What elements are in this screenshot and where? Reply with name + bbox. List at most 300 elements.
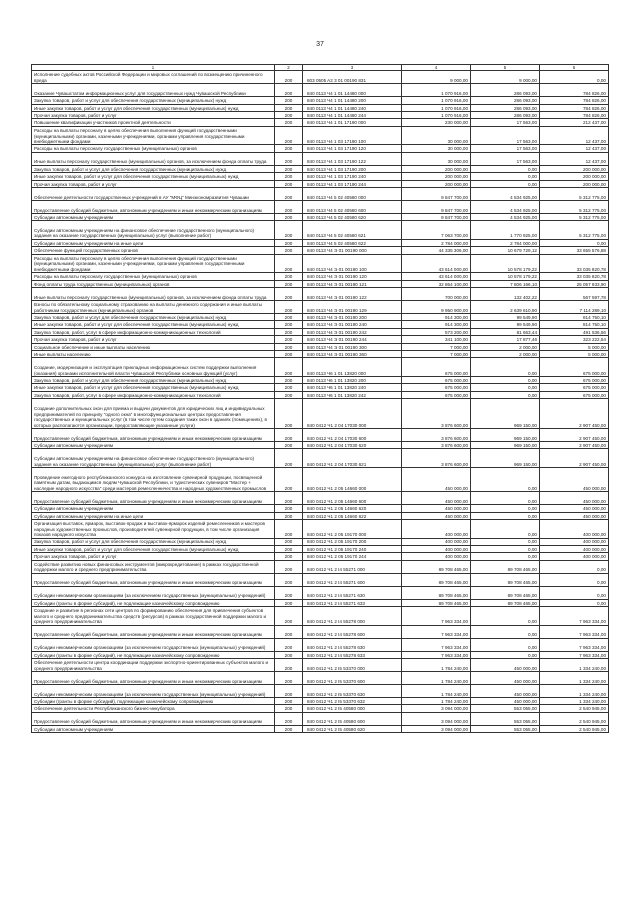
row-approved-amount: 9 847 700,00 [402,213,471,220]
row-approved-amount: 573 200,00 [402,328,471,335]
row-executed-amount: 2 784 000,00 [471,239,540,246]
row-executed-amount: 17 563,00 [471,145,540,152]
row-classification-code: 840 0412 Ч1 2 I4 55278 600 [303,625,402,638]
row-code: 200 [275,712,303,725]
row-classification-code: 840 0113 Ч4 1 01 14480 000 [303,84,402,97]
row-code: 200 [275,145,303,152]
row-approved-amount: 7 000,00 [402,351,471,358]
table-row [32,467,609,491]
row-approved-amount: 675 000,00 [402,358,471,377]
row-executed-amount: 81 663,44 [471,328,540,335]
row-unexecuted-amount: 5 312 775,00 [540,200,609,213]
row-classification-code: 840 0412 Ч1 2 05 19170 244 [303,553,402,560]
row-approved-amount: 1 070 916,00 [402,97,471,104]
row-executed-amount: 0,00 [471,505,540,512]
row-unexecuted-amount: 675 000,00 [540,384,609,391]
table-row [32,126,609,145]
row-approved-amount: 7 063 700,00 [402,221,471,240]
table-row [32,685,609,698]
table-row [32,111,609,118]
row-name: Предоставление субсидий бюджетным, автономным учреждениям и иным некоммерческим организациям [32,672,275,685]
row-approved-amount: 9 950 900,00 [402,301,471,314]
row-unexecuted-amount: 12 437,00 [540,145,609,152]
row-name: Предоставление субсидий бюджетным, автономным учреждениям и иным некоммерческим организациям [32,712,275,725]
row-approved-amount: 2 784 000,00 [402,239,471,246]
row-code: 200 [275,173,303,180]
row-classification-code: 840 0113 Ч4 Э 01 00190 000 [303,247,402,254]
row-executed-amount: 2 000,00 [471,343,540,350]
row-code: 200 [275,187,303,200]
row-code: 200 [275,705,303,712]
table-row [32,180,609,187]
row-name: Расходы на выплаты персоналу в целях обеспечения выполнения функций государственными (муниципальными) органами, казенными учреждениями, органами управления государственными внебюджетными фондами [32,126,275,145]
row-name: Расходы на выплаты персоналу государственных (муниципальных) органов [32,273,275,280]
row-name: Субсидии автономным учреждениям на иные цели [32,512,275,519]
row-code: 200 [275,625,303,638]
header-col-3: 3 [303,65,402,71]
row-name: Иные закупки товаров, работ и услуг для обеспечения государственных (муниципальных) нужд [32,104,275,111]
row-code: 200 [275,505,303,512]
row-unexecuted-amount: 0,00 [540,573,609,586]
row-approved-amount: 3 876 600,00 [402,441,471,448]
row-approved-amount: 1 070 916,00 [402,104,471,111]
row-approved-amount: 3 876 600,00 [402,399,471,429]
row-approved-amount: 200 000,00 [402,173,471,180]
table-row [32,428,609,441]
row-code: 200 [275,672,303,685]
table-row [32,672,609,685]
row-approved-amount: 3 094 000,00 [402,725,471,732]
row-name: Прочая закупка товаров, работ и услуг [32,553,275,560]
row-approved-amount: 400 000,00 [402,545,471,552]
row-approved-amount: 400 000,00 [402,519,471,538]
row-code: 200 [275,399,303,429]
row-approved-amount: 675 000,00 [402,384,471,391]
row-executed-amount: 2 639 610,90 [471,301,540,314]
row-classification-code: 840 0412 Ч1 2 I5 53370 632 [303,698,402,705]
row-classification-code: 840 0113 Ч4 Э 01 00190 120 [303,273,402,280]
row-name: Предоставление субсидий бюджетным, автономным учреждениям и иным некоммерческим организациям [32,200,275,213]
row-code: 200 [275,200,303,213]
row-classification-code: 840 0113 Ч4 1 03 17190 200 [303,165,402,172]
row-executed-amount: 99 549,90 [471,314,540,321]
row-approved-amount: 400 000,00 [402,538,471,545]
row-executed-amount: 286 093,00 [471,97,540,104]
row-unexecuted-amount: 25 057 933,90 [540,280,609,287]
table-row [32,358,609,377]
row-name: Субсидии автономным учреждениям [32,213,275,220]
row-classification-code: 840 0113 Ч4 5 02 40580 600 [303,200,402,213]
table-row [32,254,609,273]
row-executed-amount: 969 150,00 [471,441,540,448]
row-executed-amount: 0,00 [471,638,540,651]
row-name: Повышение квалификации участников проектной деятельности [32,119,275,126]
table-row [32,165,609,172]
table-row [32,336,609,343]
row-approved-amount: 43 614 000,00 [402,254,471,273]
row-executed-amount: 0,00 [471,553,540,560]
row-approved-amount: 89 708 465,00 [402,599,471,606]
row-unexecuted-amount: 1 334 240,00 [540,698,609,705]
table-row [32,607,609,626]
row-classification-code: 840 0412 Ч1 2 I5 53370 000 [303,659,402,672]
row-code: 200 [275,239,303,246]
row-name: Иные закупки товаров, работ и услуг для обеспечения государственных (муниципальных) нужд [32,173,275,180]
row-classification-code: 840 0113 Ч4 1 03 17190 100 [303,126,402,145]
row-code: 200 [275,280,303,287]
row-approved-amount: 230 000,00 [402,119,471,126]
row-executed-amount: 0,00 [471,384,540,391]
table-row [32,399,609,429]
row-code: 200 [275,351,303,358]
table-row [32,449,609,468]
row-unexecuted-amount: 2 907 450,00 [540,399,609,429]
row-approved-amount: 30 000,00 [402,145,471,152]
row-approved-amount: 44 335 306,00 [402,247,471,254]
row-name: Создание, модернизация и эксплуатация прикладных информационных систем поддержки выполнения (оказания) органами исполнительной власти Чувашской Республики основных функций (услуг) [32,358,275,377]
row-executed-amount: 450 000,00 [471,685,540,698]
table-row [32,239,609,246]
row-approved-amount: 450 000,00 [402,467,471,491]
row-classification-code: 840 0113 Ч4 1 03 17190 240 [303,173,402,180]
row-unexecuted-amount: 400 000,00 [540,553,609,560]
row-classification-code: 840 0412 Ч1 2 05 14660 622 [303,512,402,519]
row-unexecuted-amount: 0,00 [540,71,609,84]
table-row [32,173,609,180]
row-executed-amount: 132 402,22 [471,288,540,301]
row-unexecuted-amount: 2 907 450,00 [540,441,609,448]
row-code: 200 [275,428,303,441]
row-classification-code: 840 0412 Ч1 2 05 19170 000 [303,519,402,538]
row-name: Субсидии (гранты в форме субсидий), не подлежащие казначейскому сопровождению [32,599,275,606]
row-classification-code: 840 0113 Ч4 Э 01 00190 240 [303,321,402,328]
table-row [32,84,609,97]
row-executed-amount: 0,00 [471,376,540,383]
row-unexecuted-amount: 2 540 945,00 [540,725,609,732]
row-name: Субсидии некоммерческим организациям (за исключением государственных (муниципальных) учреждений) [32,638,275,651]
row-classification-code: 840 0113 Ч4 5 02 40580 000 [303,187,402,200]
row-classification-code: 803 0505 A2 3 01 00190 831 [303,71,402,84]
row-name: Обеспечение деятельности Республиканского бизнес-инкубатора [32,705,275,712]
row-unexecuted-amount: 450 000,00 [540,505,609,512]
row-code: 200 [275,104,303,111]
row-executed-amount: 969 150,00 [471,449,540,468]
table-row [32,638,609,651]
row-name: Иные закупки товаров, работ и услуг для обеспечения государственных (муниципальных) нужд [32,545,275,552]
row-unexecuted-amount: 200 000,00 [540,173,609,180]
table-row [32,705,609,712]
row-unexecuted-amount: 400 000,00 [540,545,609,552]
row-unexecuted-amount: 12 437,00 [540,126,609,145]
row-executed-amount: 17 563,00 [471,126,540,145]
row-approved-amount: 7 963 334,00 [402,638,471,651]
table-row [32,288,609,301]
row-unexecuted-amount: 33 035 820,78 [540,254,609,273]
row-classification-code: 840 0412 Ч1 2 I4 55271 600 [303,573,402,586]
row-code: 200 [275,165,303,172]
row-classification-code: 840 0113 Ч4 Э 01 00190 300 [303,343,402,350]
row-unexecuted-amount: 814 750,10 [540,321,609,328]
row-approved-amount: 700 000,00 [402,288,471,301]
table-row [32,512,609,519]
row-code: 200 [275,254,303,273]
row-executed-amount: 1 770 925,00 [471,221,540,240]
row-executed-amount: 4 534 925,00 [471,187,540,200]
row-unexecuted-amount: 5 312 775,00 [540,221,609,240]
row-code: 200 [275,111,303,118]
row-code: 200 [275,659,303,672]
table-row [32,659,609,672]
row-approved-amount: 30 000,00 [402,152,471,165]
row-name: Закупка товаров, работ, услуг в сфере информационно-коммуникационных технологий [32,391,275,398]
row-approved-amount: 3 094 000,00 [402,705,471,712]
row-classification-code: 840 0412 Ч1 2 I4 55271 630 [303,586,402,599]
row-code: 200 [275,519,303,538]
row-code: 200 [275,573,303,586]
row-unexecuted-amount: 814 750,10 [540,314,609,321]
row-classification-code: 840 0412 Ч1 2 04 17030 600 [303,428,402,441]
row-unexecuted-amount: 675 000,00 [540,358,609,377]
row-name: Предоставление субсидий бюджетным, автономным учреждениям и иным некоммерческим организациям [32,428,275,441]
row-executed-amount: 89 708 465,00 [471,573,540,586]
row-name: Субсидии автономным учреждениям [32,725,275,732]
row-executed-amount: 17 563,00 [471,152,540,165]
row-unexecuted-amount: 450 000,00 [540,492,609,505]
table-row [32,145,609,152]
row-code: 200 [275,384,303,391]
row-classification-code: 840 0412 Ч1 2 05 14660 620 [303,505,402,512]
table-row [32,104,609,111]
table-row [32,391,609,398]
row-unexecuted-amount: 5 312 775,00 [540,213,609,220]
row-unexecuted-amount: 0,00 [540,599,609,606]
header-col-5: 5 [471,65,540,71]
row-name: Предоставление субсидий бюджетным, автономным учреждениям и иным некоммерческим организациям [32,492,275,505]
row-approved-amount: 914 300,00 [402,321,471,328]
table-row [32,698,609,705]
row-classification-code: 840 0412 Ч1 2 I5 40580 000 [303,705,402,712]
row-classification-code: 840 0113 Ч4 Э 01 00190 200 [303,314,402,321]
row-classification-code: 840 0412 Ч1 2 05 19170 240 [303,545,402,552]
table-row [32,200,609,213]
row-name: Закупка товаров, работ и услуг для обеспечения государственных (муниципальных) нужд [32,165,275,172]
row-unexecuted-amount: 491 536,56 [540,328,609,335]
row-approved-amount: 200 000,00 [402,165,471,172]
row-unexecuted-amount: 7 963 334,00 [540,638,609,651]
table-row [32,599,609,606]
row-name: Иные выплаты персоналу государственных (муниципальных) органов, за исключением фонда оплаты труда [32,288,275,301]
row-unexecuted-amount: 450 000,00 [540,467,609,491]
row-name: Иные выплаты персоналу государственных (муниципальных) органов, за исключением фонда оплаты труда [32,152,275,165]
row-approved-amount: 7 963 334,00 [402,607,471,626]
row-classification-code: 840 0412 Ч1 2 05 14660 600 [303,492,402,505]
row-code: 200 [275,698,303,705]
row-classification-code: 840 0412 Ч1 2 I5 53370 630 [303,685,402,698]
row-name: Создание дополнительных окон для приема и выдачи документов для юридических лиц и индивидуальных предпринимателей по принципу "одного окна" в многофункциональных центрах предоставления государственных и муниципальных услуг (в том числе путем создания таких окон в зданиях (помещениях), в которых располагаются организации, предоставляющие указанные услуги) [32,399,275,429]
row-executed-amount: 553 055,00 [471,712,540,725]
header-col-2: 2 [275,65,303,71]
row-classification-code: 840 0113 Ч4 Э 01 00190 360 [303,351,402,358]
row-executed-amount: 89 708 465,00 [471,560,540,573]
row-executed-amount: 0,00 [471,358,540,377]
row-unexecuted-amount: 2 540 945,00 [540,705,609,712]
row-name: Закупка товаров, работ и услуг для обеспечения государственных (муниципальных) нужд [32,538,275,545]
row-unexecuted-amount: 33 655 576,88 [540,247,609,254]
row-approved-amount: 914 300,00 [402,314,471,321]
row-name: Обеспечение деятельности государственных учреждений в АУ "МФЦ" Минэкономразвития Чувашии [32,187,275,200]
row-executed-amount: 10 578 179,22 [471,254,540,273]
row-executed-amount: 0,00 [471,467,540,491]
row-executed-amount: 0,00 [471,173,540,180]
row-unexecuted-amount: 7 963 334,00 [540,625,609,638]
table-row [32,560,609,573]
row-executed-amount: 10 578 179,22 [471,273,540,280]
row-approved-amount: 9 000,00 [402,71,471,84]
row-approved-amount: 450 000,00 [402,505,471,512]
row-approved-amount: 400 000,00 [402,553,471,560]
row-code: 200 [275,84,303,97]
row-unexecuted-amount: 0,00 [540,239,609,246]
table-row [32,321,609,328]
row-unexecuted-amount: 784 826,00 [540,84,609,97]
row-code: 200 [275,586,303,599]
row-classification-code: 840 0113 Ч4 Э 01 00190 242 [303,328,402,335]
row-executed-amount: 0,00 [471,165,540,172]
row-name: Субсидии автономным учреждениям на финансовое обеспечение государственного (муниципального) задания на оказание государственных (муниципальных) услуг (выполнение работ) [32,449,275,468]
row-approved-amount: 32 864 100,00 [402,280,471,287]
row-classification-code: 840 0412 Ч1 2 I4 55278 633 [303,651,402,658]
table-row [32,538,609,545]
row-classification-code: 840 0412 Ч1 2 I4 55271 000 [303,560,402,573]
header-col-1: 1 [32,65,275,71]
table-row [32,651,609,658]
row-executed-amount: 0,00 [471,492,540,505]
row-approved-amount: 7 000,00 [402,343,471,350]
row-executed-amount: 0,00 [471,607,540,626]
table-row [32,71,609,84]
row-executed-amount: 553 055,00 [471,705,540,712]
page-number: 37 [316,41,324,48]
table-row [32,553,609,560]
row-classification-code: 840 0412 Ч1 2 I4 55271 633 [303,599,402,606]
row-name: Иные закупки товаров, работ и услуг для обеспечения государственных (муниципальных) нужд [32,321,275,328]
row-code: 200 [275,376,303,383]
row-classification-code: 840 0113 Ч6 1 01 13820 000 [303,358,402,377]
row-unexecuted-amount: 7 963 334,00 [540,607,609,626]
row-code: 200 [275,725,303,732]
row-executed-amount: 17 563,00 [471,119,540,126]
table-row [32,384,609,391]
row-executed-amount: 553 055,00 [471,725,540,732]
table-row [32,301,609,314]
row-approved-amount: 675 000,00 [402,391,471,398]
row-approved-amount: 3 094 000,00 [402,712,471,725]
row-executed-amount: 9 000,00 [471,71,540,84]
row-name: Субсидии автономным учреждениям [32,441,275,448]
table-row [32,328,609,335]
table-row [32,119,609,126]
row-approved-amount: 200 000,00 [402,180,471,187]
row-code: 200 [275,391,303,398]
row-name: Исполнение судебных актов Российской Федерации и мировых соглашений по возмещению причиненного вреда [32,71,275,84]
row-approved-amount: 675 000,00 [402,376,471,383]
table-row [32,573,609,586]
row-executed-amount: 4 534 925,00 [471,200,540,213]
row-approved-amount: 89 708 465,00 [402,560,471,573]
row-unexecuted-amount: 2 907 450,00 [540,428,609,441]
row-code: 200 [275,467,303,491]
row-name: Закупка товаров, работ, услуг в сфере информационно-коммуникационных технологий [32,328,275,335]
table-row [32,314,609,321]
row-classification-code: 840 0113 Ч4 1 03 17190 122 [303,152,402,165]
row-classification-code: 840 0113 Ч4 5 02 40580 621 [303,221,402,240]
row-code: 200 [275,685,303,698]
row-name: Прочая закупка товаров, работ и услуг [32,336,275,343]
row-approved-amount: 89 708 465,00 [402,586,471,599]
row-unexecuted-amount: 1 334 240,00 [540,659,609,672]
row-unexecuted-amount: 784 826,00 [540,97,609,104]
row-name: Расходы на выплаты персоналу государственных (муниципальных) органов [32,145,275,152]
table-row [32,213,609,220]
row-unexecuted-amount: 1 334 240,00 [540,672,609,685]
row-name: Создание и развитие в регионах сети центров по формированию обеспечения для привлечения субъектов малого и среднего предпринимательства средств (ресурсов) в рамках государственной поддержки малого и среднего предпринимательства [32,607,275,626]
row-executed-amount: 450 000,00 [471,659,540,672]
row-approved-amount: 30 000,00 [402,126,471,145]
row-executed-amount: 286 093,00 [471,84,540,97]
row-approved-amount: 1 070 916,00 [402,111,471,118]
row-unexecuted-amount: 5 312 775,00 [540,187,609,200]
row-unexecuted-amount: 12 437,00 [540,152,609,165]
row-unexecuted-amount: 7 963 334,00 [540,651,609,658]
row-classification-code: 840 0113 Ч4 5 02 40580 622 [303,239,402,246]
row-unexecuted-amount: 212 437,00 [540,119,609,126]
row-name: Оказание Чувашстатом информационных услуг для государственных нужд Чувашской Республики [32,84,275,97]
row-executed-amount: 286 093,00 [471,111,540,118]
row-code: 200 [275,221,303,240]
row-code: 200 [275,358,303,377]
row-name: Иные закупки товаров, работ и услуг для обеспечения государственных (муниципальных) нужд [32,384,275,391]
row-code: 200 [275,441,303,448]
row-code: 200 [275,321,303,328]
row-executed-amount: 0,00 [471,545,540,552]
row-name: Субсидии (гранты в форме субсидий), подлежащие казначейскому сопровождению [32,698,275,705]
row-name: Организация выставок, ярмарок, выставок-продаж и выставок-ярмарок изделий ремесленников и мастеров народных художественных промыслов, производителей сувенирной продукции, в том числе организация показов народного искусства [32,519,275,538]
row-code: 200 [275,638,303,651]
table-row [32,505,609,512]
table-row [32,152,609,165]
row-unexecuted-amount: 784 826,00 [540,111,609,118]
table-row [32,97,609,104]
row-approved-amount: 450 000,00 [402,512,471,519]
row-name: Обеспечение функций государственных органов [32,247,275,254]
row-code: 200 [275,288,303,301]
row-executed-amount: 969 150,00 [471,428,540,441]
row-executed-amount: 0,00 [471,538,540,545]
row-executed-amount: 969 150,00 [471,399,540,429]
table-row [32,625,609,638]
row-classification-code: 840 0412 Ч1 2 I5 40580 620 [303,725,402,732]
row-classification-code: 840 0412 Ч1 2 I5 40580 600 [303,712,402,725]
row-name: Закупка товаров, работ и услуг для обеспечения государственных (муниципальных) нужд [32,97,275,104]
row-code: 200 [275,545,303,552]
row-approved-amount: 1 784 240,00 [402,698,471,705]
row-classification-code: 840 0113 Ч4 Э 01 00190 100 [303,254,402,273]
row-code: 200 [275,180,303,187]
row-executed-amount: 89 708 465,00 [471,599,540,606]
row-classification-code: 840 0113 Ч4 5 02 40580 620 [303,213,402,220]
table-row [32,247,609,254]
row-code: 200 [275,343,303,350]
